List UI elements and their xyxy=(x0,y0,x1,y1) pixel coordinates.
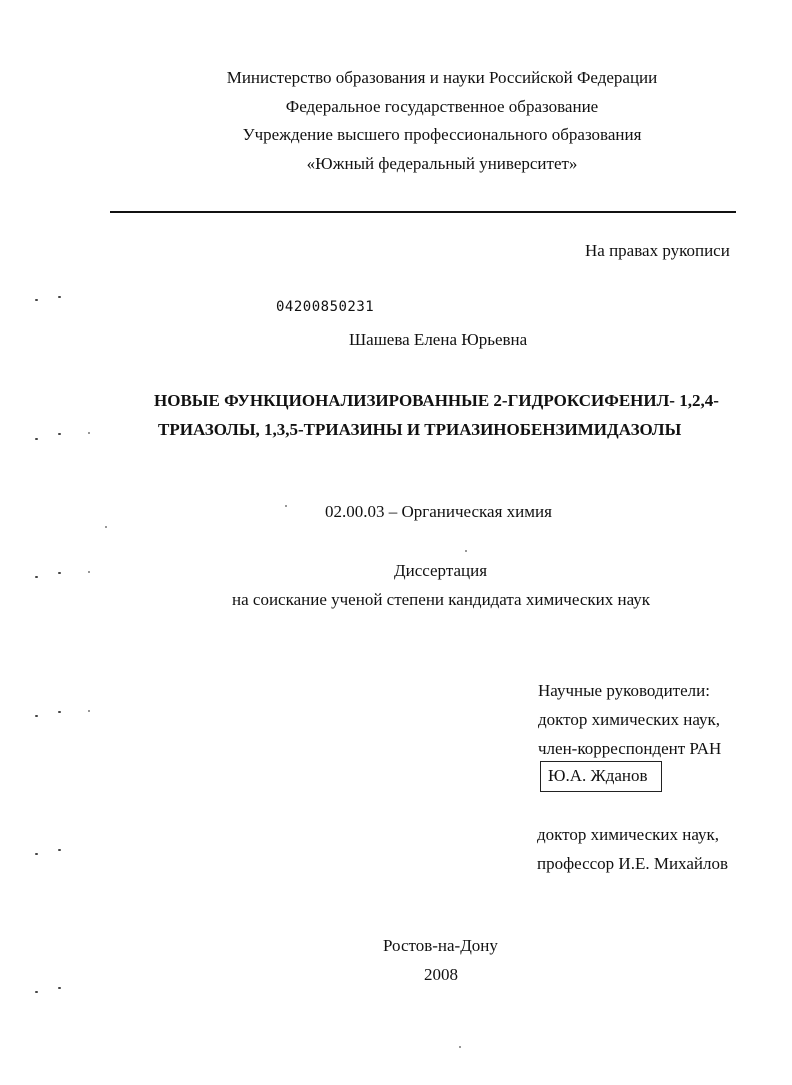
scan-speck xyxy=(88,432,90,434)
rights-note: На правах рукописи xyxy=(585,241,730,260)
supervisor-1-name: Ю.А. Жданов xyxy=(540,761,662,792)
document-type: Диссертация xyxy=(394,561,488,580)
scan-speck xyxy=(35,299,38,301)
supervisor-2-title-name: профессор И.Е. Михайлов xyxy=(537,854,728,873)
title-line-2: ТРИАЗОЛЫ, 1,3,5-ТРИАЗИНЫ И ТРИАЗИНОБЕНЗИМИДАЗОЛЫ xyxy=(158,420,682,439)
ministry-line: Министерство образования и науки Российской Федерации xyxy=(226,68,658,87)
city: Ростов-на-Дону xyxy=(383,936,498,955)
university-name: «Южный федеральный университет» xyxy=(306,153,578,173)
scan-speck xyxy=(88,571,90,573)
supervisor-1-degree: доктор химических наук, xyxy=(538,710,721,729)
scan-speck xyxy=(58,711,61,713)
specialty-code: 02.00.03 – Органическая химия xyxy=(325,502,552,521)
scan-speck xyxy=(105,526,107,528)
scan-speck xyxy=(285,505,287,507)
education-level-line: Учреждение высшего профессионального образования xyxy=(242,125,642,144)
institution-type-line: Федеральное государственное образование xyxy=(285,96,599,116)
scan-speck xyxy=(58,296,61,298)
supervisor-2-degree: доктор химических наук, xyxy=(537,825,720,844)
supervisor-1-title: член-корреспондент РАН xyxy=(538,739,722,758)
supervisors-heading: Научные руководители: xyxy=(538,681,710,700)
author-name: Шашева Елена Юрьевна xyxy=(349,330,528,349)
scan-speck xyxy=(465,550,467,552)
scan-speck xyxy=(58,433,61,435)
scan-speck xyxy=(35,853,38,855)
scan-speck xyxy=(58,572,61,574)
scan-speck xyxy=(58,849,61,851)
scan-speck xyxy=(35,438,38,440)
scan-speck xyxy=(35,991,38,993)
scan-speck xyxy=(35,576,38,578)
scan-speck xyxy=(459,1046,461,1048)
document-number: 04200850231 xyxy=(276,299,375,315)
degree-sought: на соискание ученой степени кандидата химических наук xyxy=(232,590,651,609)
title-line-1: НОВЫЕ ФУНКЦИОНАЛИЗИРОВАННЫЕ 2-ГИДРОКСИФЕНИЛ- 1,2,4- xyxy=(154,391,719,410)
scan-speck xyxy=(35,715,38,717)
year: 2008 xyxy=(424,965,458,984)
scan-speck xyxy=(58,987,61,989)
scan-speck xyxy=(88,710,90,712)
